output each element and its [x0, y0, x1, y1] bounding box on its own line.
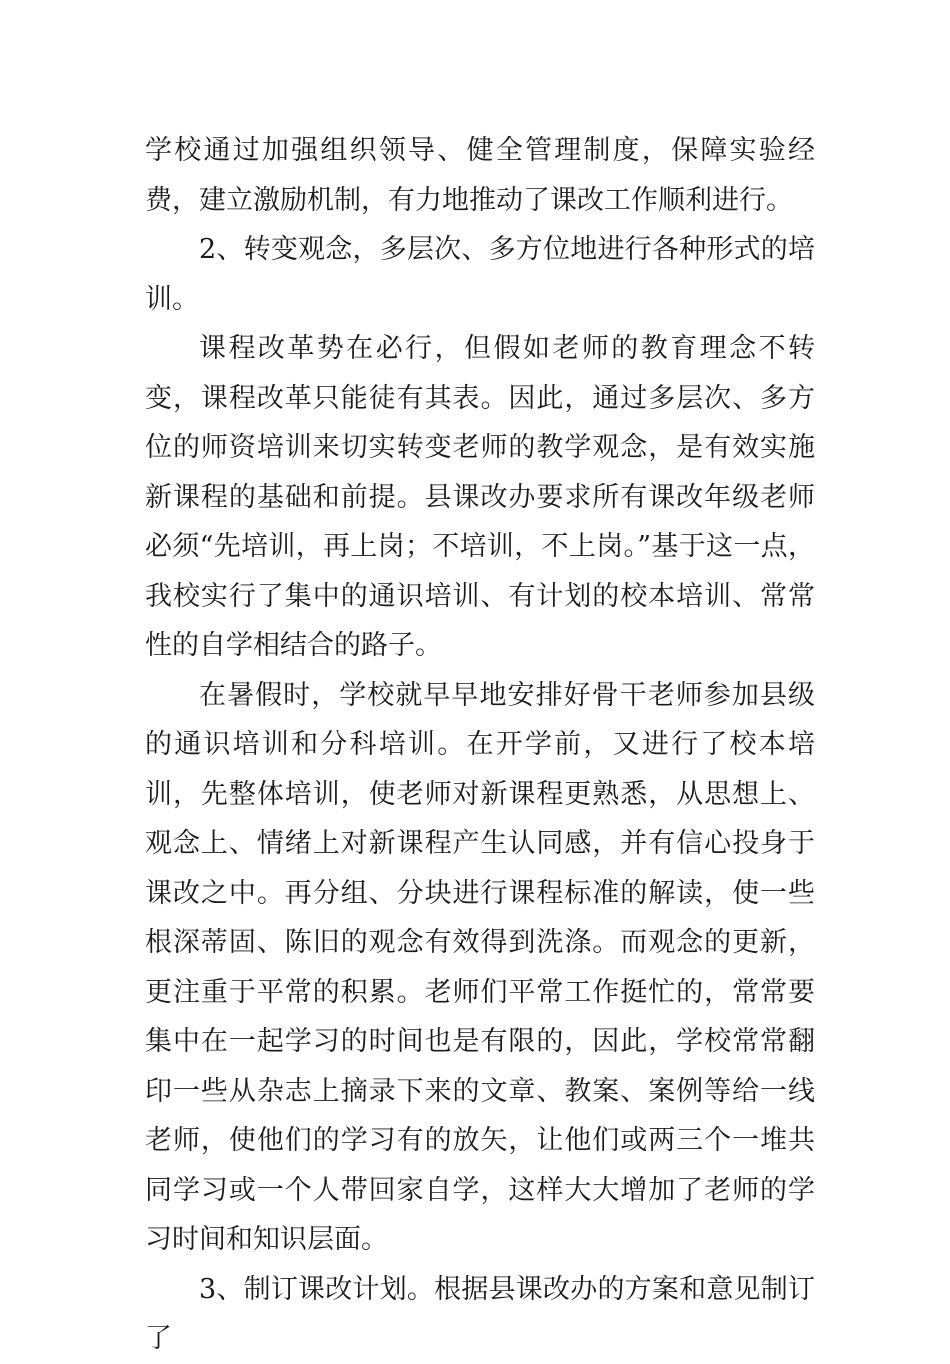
paragraph-summer-training: 在暑假时，学校就早早地安排好骨干老师参加县级的通识培训和分科培训。在开学前，又进行了校本培训，先整体培训，使老师对新课程更熟悉，从思想上、观念上、情绪上对新课程产生认同感，并有信心投身于课改之中。再分组、分块进行课程标准的解读，使一些根深蒂固、陈旧的观念有效得到洗涤。而观念的更新，更注重于平常的积累。老师们平常工作挺忙的，常常要集中在一起学习的时间也是有限的，因此，学校常常翻印一些从杂志上摘录下来的文章、教案、案例等给一线老师，使他们的学习有的放矢，让他们或两三个一堆共同学习或一个人带回家自学，这样大大增加了老师的学习时间和知识层面。	[145, 679, 815, 1255]
paragraph-school-measures: 学校通过加强组织领导、健全管理制度，保障实验经费，建立激励机制，有力地推动了课改工作顺利进行。	[145, 135, 815, 216]
paragraph-heading-plan: 3、制订课改计划。根据县课改办的方案和意见制订了	[145, 1273, 815, 1354]
document-body	[145, 126, 815, 1364]
paragraph-curriculum-reform: 课程改革势在必行，但假如老师的教育理念不转变，课程改革只能徒有其表。因此，通过多层次、多方位的师资培训来切实转变老师的教学观念，是有效实施新课程的基础和前提。县课改办要求所有课改年级老师必须“先培训，再上岗；不培训，不上岗。”基于这一点，我校实行了集中的通识培训、有计划的校本培训、常常性的自学相结合的路子。	[145, 333, 815, 661]
paragraph-heading-training: 2、转变观念，多层次、多方位地进行各种形式的培训。	[145, 234, 815, 315]
